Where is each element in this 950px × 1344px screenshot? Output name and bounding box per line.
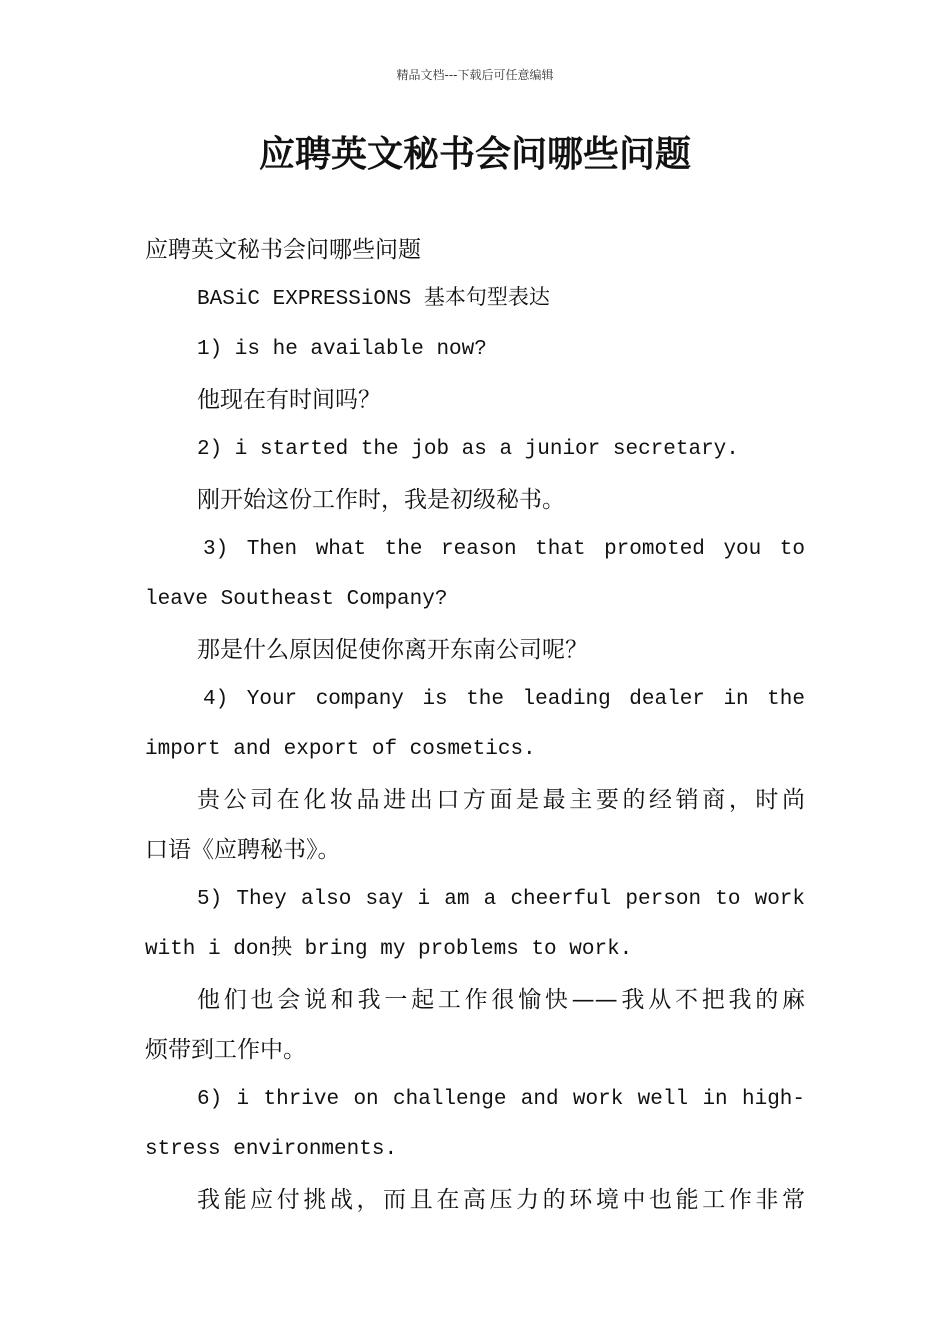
chinese-translation: 贵公司在化妆品进出口方面是最主要的经销商，时尚: [197, 787, 805, 813]
subtitle-line: 应聘英文秘书会问哪些问题: [145, 237, 421, 263]
english-sentence-continued: stress environments.: [145, 1138, 398, 1161]
english-sentence: 6) i thrive on challenge and work well in high-: [197, 1088, 805, 1111]
chinese-translation-continued: 口语《应聘秘书》。: [145, 837, 341, 863]
section-heading: BASiC EXPRESSiONS 基本句型表达: [197, 288, 550, 311]
english-sentence-continued: with i don抰 bring my problems to work.: [145, 938, 633, 961]
english-sentence: 5) They also say i am a cheerful person to work: [197, 888, 805, 911]
chinese-translation: 我能应付挑战，而且在高压力的环境中也能工作非常: [197, 1187, 805, 1213]
english-sentence: 3) Then what the reason that promoted you to: [203, 538, 805, 561]
english-sentence: 1) is he available now?: [197, 338, 487, 361]
document-title: 应聘英文秘书会问哪些问题: [258, 134, 691, 175]
english-sentence: 2) i started the job as a junior secretary.: [197, 438, 739, 461]
document-body: [145, 225, 805, 1225]
chinese-translation-continued: 烦带到工作中。: [145, 1037, 306, 1063]
chinese-translation: 刚开始这份工作时，我是初级秘书。: [197, 487, 565, 513]
page-header: 精品文档---下载后可任意编辑: [396, 68, 554, 82]
chinese-translation: 他们也会说和我一起工作很愉快——我从不把我的麻: [197, 987, 805, 1013]
english-sentence-continued: leave Southeast Company?: [145, 588, 448, 611]
english-sentence-continued: import and export of cosmetics.: [145, 738, 536, 761]
chinese-translation: 那是什么原因促使你离开东南公司呢？: [197, 637, 588, 663]
chinese-translation: 他现在有时间吗？: [197, 387, 381, 413]
english-sentence: 4) Your company is the leading dealer in the: [203, 688, 805, 711]
